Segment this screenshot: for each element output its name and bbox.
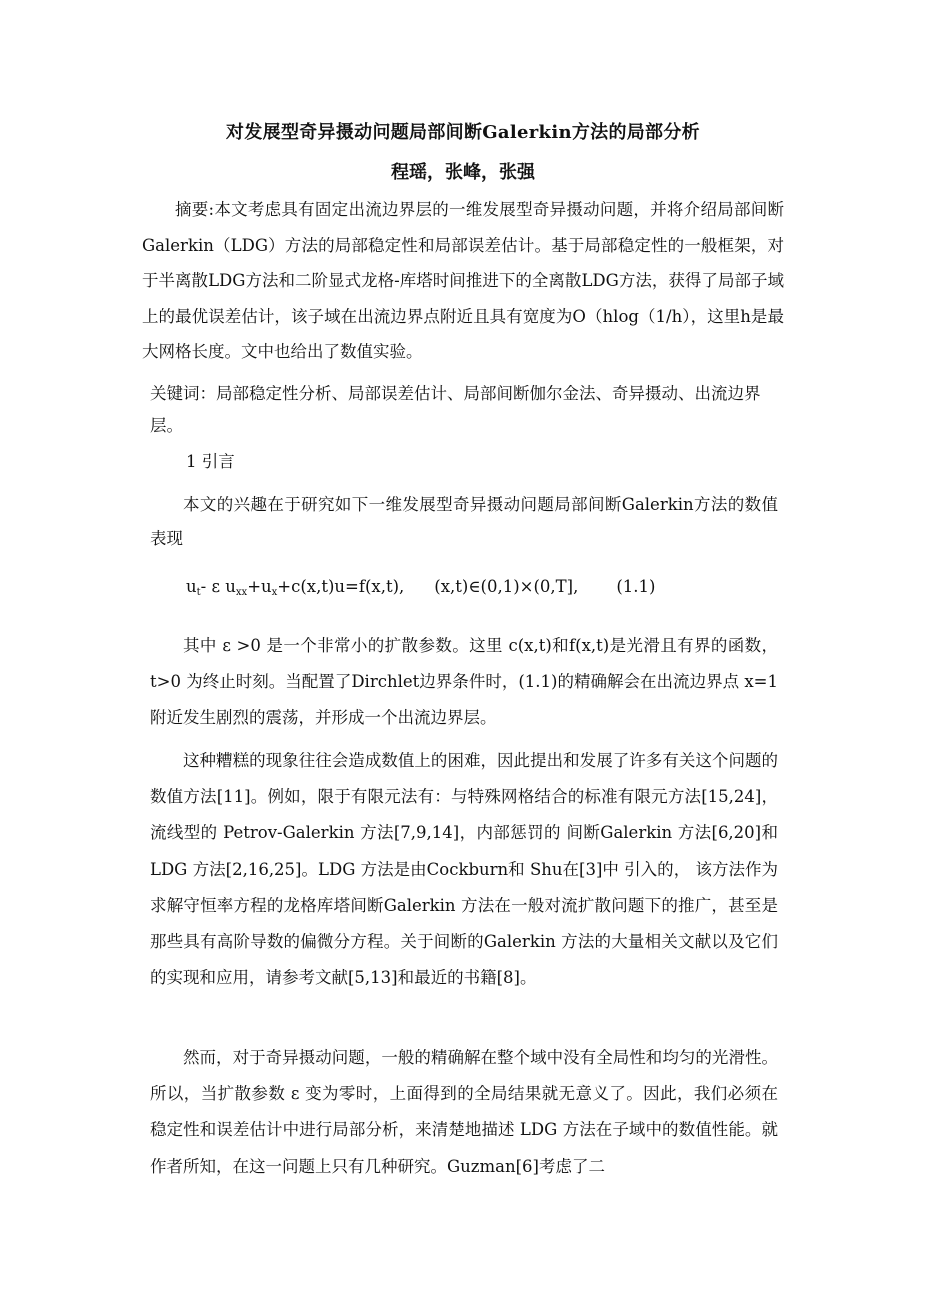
paragraph-2 xyxy=(150,743,778,996)
paragraph-3-text: 然而，对于奇异摄动问题，一般的精确解在整个域中没有全局性和均匀的光滑性。所以，当扩散参数 ε 变为零时，上面得到的全局结果就无意义了。因此，我们必须在稳定性和误差估计中进行局部分析，来清楚地描述 LDG 方法在子域中的数值性能。就作者所知，在这一问题上只有几种研究。Guzman[6]考虑了二 xyxy=(150,1048,778,1176)
eq-x-subscript: x xyxy=(271,587,278,598)
intro-paragraph xyxy=(150,488,778,556)
equation-1-1 xyxy=(186,572,655,608)
paragraph-1 xyxy=(150,628,778,737)
eq-xx-subscript: xx xyxy=(235,587,248,598)
paragraph-3 xyxy=(150,1040,778,1185)
intro-paragraph-text: 本文的兴趣在于研究如下一维发展型奇异摄动问题局部间断Galerkin方法的数值表现 xyxy=(150,495,778,548)
paragraph-1-text: 其中 ε >0 是一个非常小的扩散参数。这里 c(x,t)和f(x,t)是光滑且有界的函数，t>0 为终止时刻。当配置了Dirchlet边界条件时，(1.1)的精确解会在出流边界点 x=1 附近发生剧烈的震荡，并形成一个出流边界层。 xyxy=(150,636,778,728)
paper-title: 对发展型奇异摄动问题局部间断Galerkin方法的局部分析 xyxy=(226,122,700,143)
eq-t-subscript: t xyxy=(196,587,201,598)
eq-domain: (x,t)∈(0,1)×(0,T], xyxy=(434,577,579,596)
eq-number: (1.1) xyxy=(616,577,656,596)
section-heading-introduction: 1 引言 xyxy=(186,452,235,471)
paragraph-2-text: 这种糟糕的现象往往会造成数值上的困难，因此提出和发展了许多有关这个问题的数值方法[11]。例如，限于有限元法有：与特殊网格结合的标准有限元方法[15,24]， 流线型的 Petrov-Galerkin 方法[7,9,14]，内部惩罚的 间断Galerkin 方法[6,20]和LDG 方法[2,16,25]。LDG 方法是由Cockburn和 Shu在[3]中 引入的， 该方法作为求解守恒率方程的龙格库塔间断Galerkin 方法在一般对流扩散问题下的推广，甚至是那些具有高阶导数的偏微分方程。关于间断的Galerkin 方法的大量相关文献以及它们的实现和应用，请参考文献[5,13]和最近的书籍[8]。 xyxy=(150,751,778,988)
abstract-text: 摘要:本文考虑具有固定出流边界层的一维发展型奇异摄动问题，并将介绍局部间断Galerkin（LDG）方法的局部稳定性和局部误差估计。基于局部稳定性的一般框架，对于半离散LDG方法和二阶显式龙格-库塔时间推进下的全离散LDG方法，获得了局部子域上的最优误差估计，该子域在出流边界点附近且具有宽度为O（hlog（1/h），这里h是最大网格长度。文中也给出了数值实验。 xyxy=(142,200,784,361)
paper-authors: 程瑶，张峰，张强 xyxy=(391,162,535,183)
eq-rest: +c(x,t)u=f(x,t), xyxy=(277,577,405,596)
eq-minus-eps-u: - ε u xyxy=(200,577,236,596)
abstract-block xyxy=(142,192,784,370)
eq-u: u xyxy=(186,577,197,596)
eq-plus-u: +u xyxy=(247,577,272,596)
keywords-text: 关键词：局部稳定性分析、局部误差估计、局部间断伽尔金法、奇异摄动、出流边界层。 xyxy=(150,384,761,435)
